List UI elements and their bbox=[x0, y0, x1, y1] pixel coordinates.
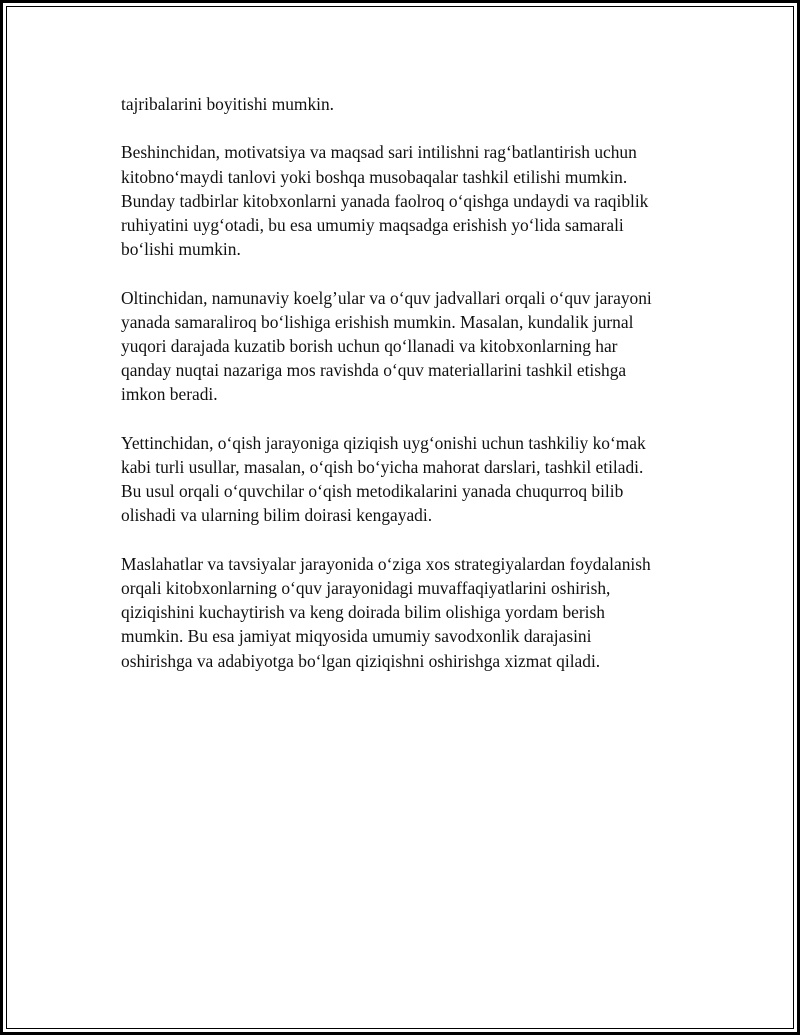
text-line: Yettinchidan, o‘qish jarayoniga qiziqish uyg‘onishi uchun tashkiliy ko‘mak bbox=[121, 432, 646, 453]
text-line: yanada samaraliroq bo‘lishiga erishish mumkin. Masalan, kundalik jurnal bbox=[121, 311, 634, 332]
text-line: orqali kitobxonlarning o‘quv jarayonidagi muvaffaqiyatlarini oshirish, bbox=[121, 578, 611, 598]
paragraph-4 bbox=[121, 431, 693, 528]
text-line: ruhiyatini uyg‘otadi, bu esa umumiy maqsadga erishish yo‘lida samarali bbox=[121, 215, 624, 235]
document-body bbox=[121, 92, 693, 697]
paragraph-1 bbox=[121, 92, 693, 116]
text-line: kitobno‘maydi tanlovi yoki boshqa musobaqalar tashkil etilishi mumkin. bbox=[121, 166, 628, 187]
text-line: olishadi va ularning bilim doirasi kengayadi. bbox=[121, 505, 433, 526]
paragraph-3 bbox=[121, 286, 693, 407]
paragraph-2 bbox=[121, 140, 693, 261]
text-line: mumkin. Bu esa jamiyat miqyosida umumiy savodxonlik darajasini bbox=[121, 626, 592, 647]
text-line: oshirishga va adabiyotga bo‘lgan qiziqishni oshirishga xizmat qiladi. bbox=[121, 650, 601, 671]
text-line: Beshinchidan, motivatsiya va maqsad sari intilishni rag‘batlantirish uchun bbox=[121, 142, 637, 163]
text-line: qiziqishini kuchaytirish va keng doirada bilim olishiga yordam berish bbox=[121, 602, 605, 623]
text-line: bo‘lishi mumkin. bbox=[121, 239, 241, 260]
text-line: imkon beradi. bbox=[121, 384, 218, 405]
text-line: tajribalarini boyitishi mumkin. bbox=[121, 94, 335, 114]
text-line: Oltinchidan, namunaviy koelg’ular va o‘quv jadvallari orqali o‘quv jarayoni bbox=[121, 287, 652, 308]
text-line: kabi turli usullar, masalan, o‘qish bo‘yicha mahorat darslari, tashkil etiladi. bbox=[121, 457, 644, 477]
text-line: yuqori darajada kuzatib borish uchun qo‘llanadi va kitobxonlarning har bbox=[121, 336, 618, 356]
text-line: Bunday tadbirlar kitobxonlarni yanada faolroq o‘qishga undaydi va raqiblik bbox=[121, 190, 649, 211]
paragraph-5 bbox=[121, 552, 693, 673]
text-line: Maslahatlar va tavsiyalar jarayonida o‘ziga xos strategiyalardan foydalanish bbox=[121, 553, 651, 574]
text-line: Bu usul orqali o‘quvchilar o‘qish metodikalarini yanada chuqurroq bilib bbox=[121, 481, 624, 502]
text-line: qanday nuqtai nazariga mos ravishda o‘quv materiallarini tashkil etishga bbox=[121, 360, 627, 381]
